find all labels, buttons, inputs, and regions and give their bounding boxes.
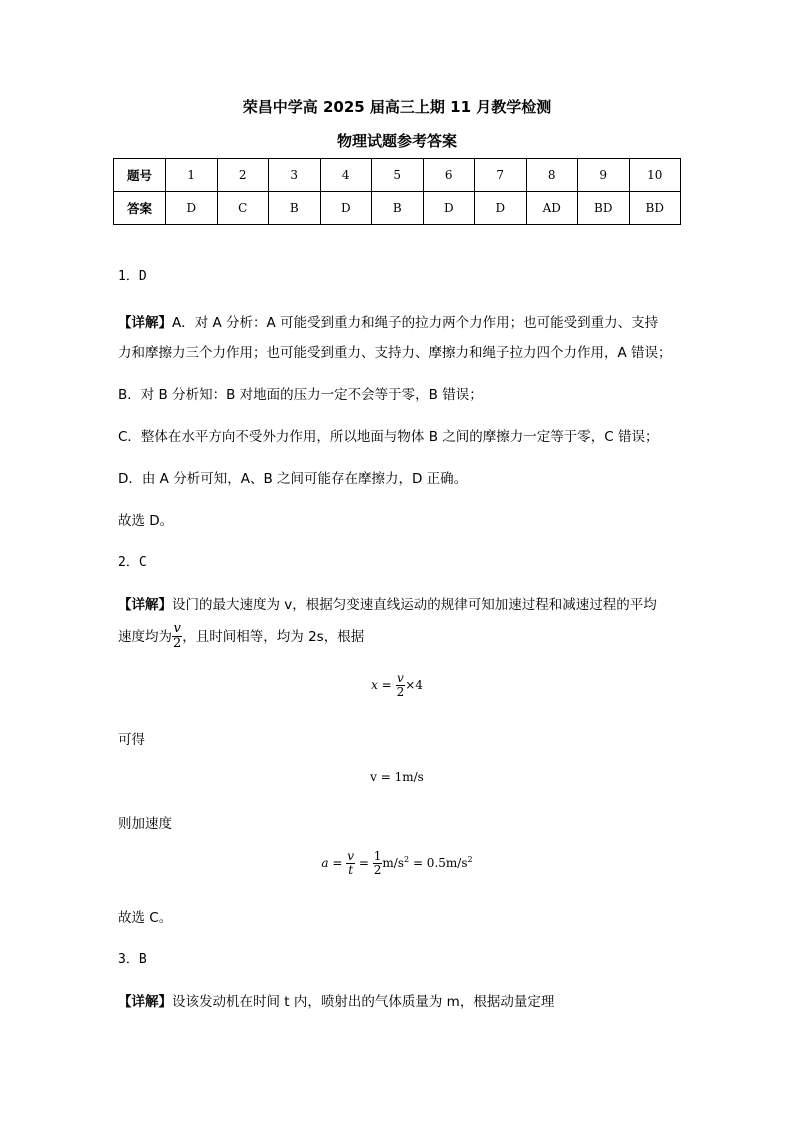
q3-heading: 3．B <box>118 952 147 967</box>
q1-b-line: B．对 B 分析知：B 对地面的压力一定不会等于零，B 错误； <box>118 387 483 403</box>
q1-c-line: C．整体在水平方向不受外力作用，所以地面与物体 B 之间的摩擦力一定等于零，C 错误； <box>118 429 659 445</box>
q2-keyi: 可得 <box>118 732 145 748</box>
formula3-eq: = <box>358 856 369 871</box>
answer-cell: D <box>166 192 218 225</box>
answer-cell: B <box>372 192 424 225</box>
answer-cell: D <box>475 192 527 225</box>
fraction-numerator: v <box>173 621 181 636</box>
question-number-cell: 5 <box>372 159 424 192</box>
formula3-sup2: 2 <box>467 855 473 865</box>
q1-a-line2: 力和摩擦力三个力作用；也可能受到重力、支持力、摩擦力和绳子拉力四个力作用，A 错误； <box>118 345 672 361</box>
row-label-number: 题号 <box>114 159 166 192</box>
question-number-cell: 9 <box>578 159 630 192</box>
answer-cell: BD <box>578 192 630 225</box>
q2-line2-post: ，且时间相等，均为 2s，根据 <box>182 628 365 645</box>
q1-a-line1: A．对 A 分析：A 可能受到重力和绳子的拉力两个力作用；也可能受到重力、支持 <box>172 315 659 331</box>
formula3-fraction-2 <box>373 850 383 877</box>
fraction-denominator: 2 <box>373 863 382 878</box>
formula1-lhs: x = <box>371 678 392 693</box>
q3-detail-tag: 【详解】 <box>118 994 172 1010</box>
exam-title: 荣昌中学高 2025 届高三上期 11 月教学检测 <box>242 98 552 116</box>
formula3-lhs: a = <box>321 856 343 871</box>
answer-cell: C <box>217 192 269 225</box>
q2-line2-pre: 速度均为 <box>118 628 172 645</box>
q2-heading: 2．C <box>118 555 147 570</box>
question-number-cell: 2 <box>217 159 269 192</box>
fraction-numerator: v <box>396 671 404 685</box>
fraction-denominator: 2 <box>173 636 182 652</box>
question-number-cell: 8 <box>526 159 578 192</box>
question-number-cell: 3 <box>269 159 321 192</box>
answer-cell: B <box>269 192 321 225</box>
question-number-cell: 6 <box>423 159 475 192</box>
question-number-cell: 1 <box>166 159 218 192</box>
q2-inline-fraction <box>172 622 182 652</box>
answer-row <box>114 192 681 225</box>
answer-cell: D <box>320 192 372 225</box>
answer-cell: BD <box>629 192 681 225</box>
q1-detail-tag: 【详解】 <box>118 315 172 331</box>
q2-detail-tag: 【详解】 <box>118 597 172 613</box>
exam-subtitle: 物理试题参考答案 <box>336 132 457 150</box>
q2-conclusion: 故选 C。 <box>118 910 173 926</box>
answer-cell: D <box>423 192 475 225</box>
question-number-cell: 4 <box>320 159 372 192</box>
question-number-cell: 10 <box>629 159 681 192</box>
formula1-fraction <box>396 672 406 699</box>
q1-conclusion: 故选 D。 <box>118 513 174 529</box>
q3-line1-text: 设该发动机在时间 t 内，喷射出的气体质量为 m，根据动量定理 <box>172 994 555 1010</box>
answer-cell: AD <box>526 192 578 225</box>
q2-line2 <box>118 622 364 652</box>
fraction-denominator: 2 <box>396 685 405 700</box>
fraction-numerator: 1 <box>373 849 382 863</box>
q2-ze: 则加速度 <box>118 816 172 832</box>
formula1-rhs: ×4 <box>405 678 423 693</box>
answer-table <box>113 158 681 225</box>
q2-formula-3 <box>0 850 794 877</box>
q1-heading: 1．D <box>118 269 147 284</box>
q1-d-line: D．由 A 分析可知，A、B 之间可能存在摩擦力，D 正确。 <box>118 471 468 487</box>
question-number-row <box>114 159 681 192</box>
fraction-denominator: t <box>348 863 354 878</box>
q3-line1 <box>118 990 554 1010</box>
q2-formula-1 <box>0 672 794 699</box>
q2-line1 <box>118 593 657 613</box>
fraction-numerator: v <box>347 849 355 863</box>
q2-formula-2: v = 1m/s <box>370 770 424 784</box>
row-label-answer: 答案 <box>114 192 166 225</box>
formula3-sup: 2 <box>404 855 410 865</box>
formula3-fraction-1 <box>346 850 355 877</box>
formula3-result: = 0.5m/s <box>412 856 468 871</box>
q1-explanation-a1 <box>118 311 658 331</box>
formula3-unit: m/s <box>382 856 405 871</box>
question-number-cell: 7 <box>475 159 527 192</box>
q2-line1-text: 设门的最大速度为 v，根据匀变速直线运动的规律可知加速过程和减速过程的平均 <box>172 597 657 613</box>
